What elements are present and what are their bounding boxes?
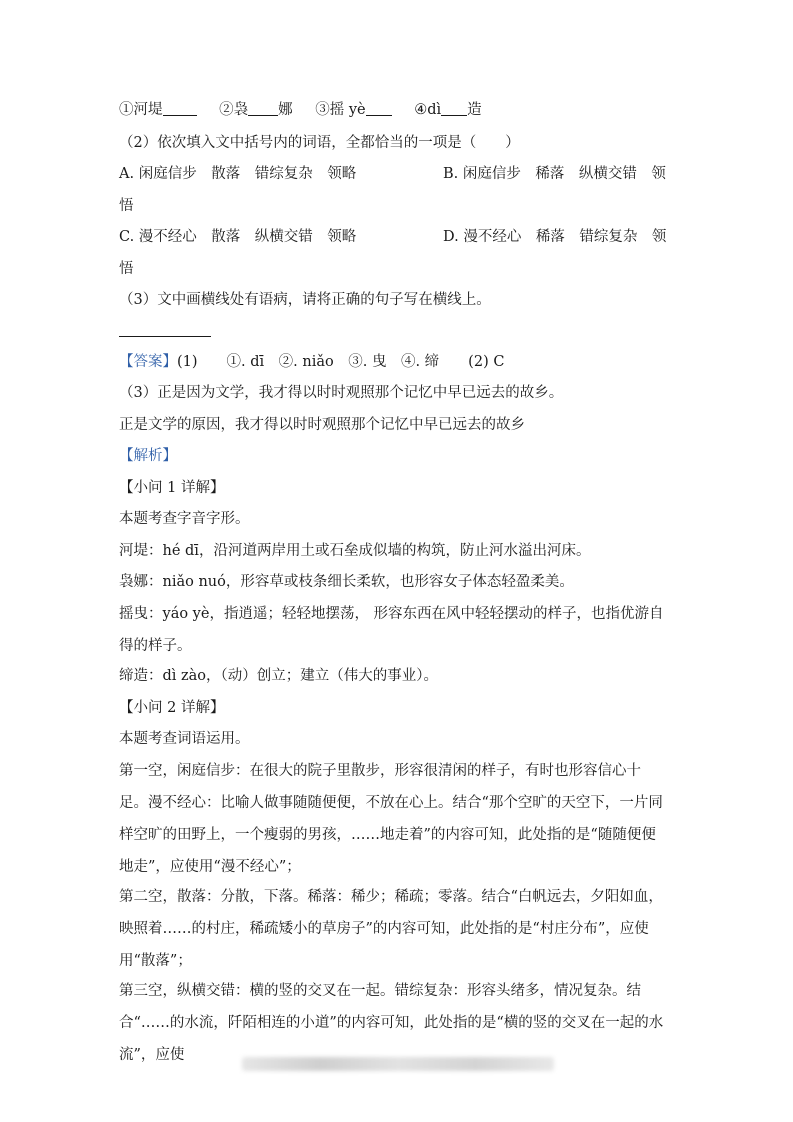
sub1-para-3: 摇曳：yáo yè，指逍遥；轻轻地摆荡， 形容东西在风中轻轻摆动的样子，也指优游自得的样子。 [119,606,664,654]
sub2-para-3: 第三空，纵横交错：横的竖的交叉在一起。错综复杂：形容头绪多，情况复杂。结合“……的水流，阡陌相连的小道”的内容可知，此处指的是“横的竖的交叉在一起的水流”，应使 [119,983,664,1063]
q1-item-2b: 娜 [278,102,293,118]
answer-blank [248,101,278,116]
q2-option-a: A. 闲庭信步 散落 错综复杂 领略 [119,166,357,182]
analysis-tag: 【解析】 [119,448,177,464]
q1-item-2a: ②袅 [219,102,249,118]
q1-item-4b: 造 [467,102,482,118]
answer-row [119,352,504,372]
q1-items-row [119,100,482,120]
q1-item-3: ③摇 yè [315,102,366,118]
answer-tag: 【答案】 [119,354,177,370]
sub1-para-2: 袅娜：niǎo nuó，形容草或枝条细长柔软，也形容女子体态轻盈柔美。 [119,574,574,590]
sub2-para-2: 第二空，散落：分散，下落。稀落：稀少；稀疏；零落。结合“白帆远去，夕阳如血，映照着……的村庄，稀疏矮小的草房子”的内容可知，此处指的是“村庄分布”，应使用“散落”； [119,889,663,969]
sub1-intro: 本题考查字音字形。 [119,511,250,527]
answer-original-sentence: 正是文学的原因，我才得以时时观照那个记忆中早已远去的故乡 [119,417,525,433]
sub1-para-1: 河堤：hé dī，沿河道两岸用土或石垒成似墙的构筑，防止河水溢出河床。 [119,543,591,559]
answer-blank [163,101,197,116]
q2-option-b-cont: 悟 [119,198,134,214]
q2-option-c: C. 漫不经心 散落 纵横交错 领略 [119,229,357,245]
sub1-para-4: 缔造：dì zào，（动）创立；建立（伟大的事业）。 [119,668,439,684]
q3-stem: （3）文中画横线处有语病，请将正确的句子写在横线上。 [119,292,491,308]
q2-option-d: D. 漫不经心 稀落 错综复杂 领 [443,229,667,245]
sub2-para-1: 第一空，闲庭信步：在很大的院子里散步，形容很清闲的样子，有时也形容信心十足。漫不经心：比喻人做事随随便便，不放在心上。结合“那个空旷的天空下，一片同样空旷的田野上，一个瘦弱的男孩，……地走着”的内容可知，此处指的是“随随便便地走”，应使用“漫不经心”； [119,763,663,875]
q2-option-b: B. 闲庭信步 稀落 纵横交错 领 [443,166,666,182]
sub2-intro: 本题考查词语运用。 [119,731,250,747]
q1-item-4a: ④dì [414,102,442,118]
answer-blank [366,101,392,116]
sub2-title: 【小问 2 详解】 [119,700,225,716]
answer-part1: (1) ①. dī ②. niǎo ③. 曳 ④. 缔 (2) C [177,354,505,370]
q2-stem: （2）依次填入文中括号内的词语，全都恰当的一项是（ ） [119,135,520,151]
answer-part3: （3）正是因为文学，我才得以时时观照那个记忆中早已远去的故乡。 [119,385,564,401]
blurred-footer-watermark [242,1057,554,1071]
sub1-title: 【小问 1 详解】 [119,480,225,496]
answer-line [119,336,211,337]
q2-option-d-cont: 悟 [119,261,134,277]
q1-item-1: ①河堤 [119,102,163,118]
answer-blank [441,101,467,116]
